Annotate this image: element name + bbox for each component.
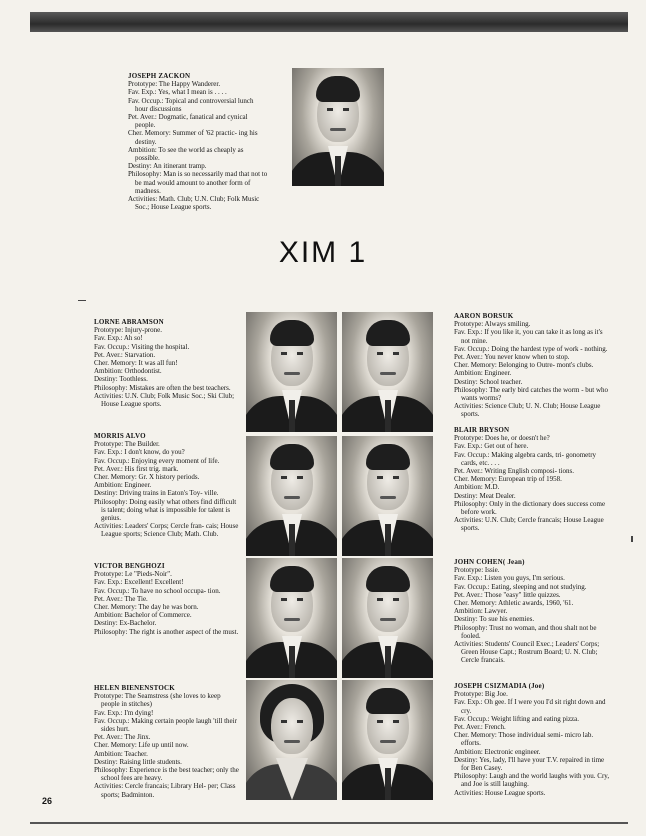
student-name: VICTOR BENGHOZI [94, 562, 165, 570]
entry-line: Philosophy: Mistakes are often the best teachers. [94, 383, 231, 392]
student-photo [292, 68, 384, 186]
entry-line: Cher. Memory: European trip of 1958. [454, 475, 562, 484]
entry-line: Pet. Aver.: You never know when to stop. [454, 353, 570, 362]
entry-line: Cher. Memory: Belonging to Outre- mont's clubs. [454, 361, 594, 370]
student-entry [454, 312, 612, 419]
page-number: 26 [42, 796, 53, 806]
entry-line: Destiny: Raising little students. [94, 757, 182, 766]
entry-line: Destiny: Meat Dealer. [454, 491, 516, 500]
student-entry [94, 562, 240, 636]
entry-line: Cher. Memory: Those individual semi- micro lab. efforts. [454, 731, 594, 748]
entry-line: Fav. Exp.: Get out of here. [454, 442, 529, 451]
entry-line: Pet. Aver.: Those "easy" little quizzes. [454, 590, 561, 599]
student-entry [94, 318, 240, 408]
entry-line: Fav. Exp.: Listen you guys, I'm serious. [454, 574, 565, 583]
student-photo [342, 680, 433, 800]
student-entry [94, 432, 240, 539]
entry-line: Destiny: Driving trains in Eaton's Toy- ville. [94, 489, 219, 498]
entry-line: Prototype: Injury-prone. [94, 326, 163, 335]
entry-line: Fav. Exp.: Yes, what I mean is . . . . [128, 88, 227, 97]
entry-line: Pet. Aver.: Dogmatic, fanatical and cynical people. [128, 113, 248, 130]
entry-line: Fav. Occup.: Enjoying every moment of life. [94, 456, 220, 465]
entry-line: Ambition: Lawyer. [454, 607, 508, 616]
margin-mark [631, 536, 633, 542]
entry-line: Destiny: School teacher. [454, 377, 523, 386]
entry-line: Fav. Exp.: Ah so! [94, 334, 143, 343]
entry-line: Destiny: Yes, lady, I'll have your T.V. repaired in time for Ben Casey. [454, 755, 605, 773]
entry-line: Prototype: The Seamstress (she loves to keep people in stitches) [94, 692, 221, 709]
entry-line: Cher. Memory: Gr. X history periods. [94, 473, 200, 482]
entry-line: Prototype: Le "Pieds-Noir". [94, 570, 172, 579]
entry-line: Philosophy: Trust no woman, and thou shalt not be fooled. [454, 623, 597, 640]
entry-line: Fav. Occup.: Topical and controversial lunch hour discussions [128, 96, 254, 113]
entry-line: Philosophy: The right is another aspect of the must. [94, 627, 239, 636]
entry-line: Prototype: Issie. [454, 566, 500, 575]
entry-line: Ambition: Bachelor of Commerce. [94, 611, 192, 620]
entry-line: Pet. Aver.: The Tie. [94, 594, 148, 603]
student-photo [246, 680, 337, 800]
margin-mark [78, 300, 86, 301]
entry-line: Ambition: Engineer. [94, 481, 152, 490]
entry-line: Activities: U.N. Club; Cercle francais; House League sports. [454, 516, 604, 533]
student-entry [454, 558, 612, 665]
entry-line: Philosophy: Laugh and the world laughs with you. Cry, and Joe is still laughing. [454, 772, 610, 789]
entry-line: Prototype: The Builder. [94, 440, 160, 449]
student-name: LORNE ABRAMSON [94, 318, 164, 326]
entry-line: Pet. Aver.: Starvation. [94, 350, 156, 359]
student-photo [246, 558, 337, 678]
entry-line: Activities: Cercle francais; Library Hel- per; Class sports; Badminton. [94, 782, 236, 799]
student-entry-featured [128, 72, 268, 211]
entry-line: Destiny: To sue his enemies. [454, 615, 535, 624]
entry-line: Fav. Occup.: Making certain people laugh 'till their sides hurt. [94, 716, 237, 734]
entry-line: Cher. Memory: Life up until now. [94, 741, 189, 750]
entry-line: Fav. Exp.: I'm dying! [94, 708, 154, 717]
entry-line: Ambition: M.D. [454, 483, 500, 492]
student-name: JOHN COHEN( Jean) [454, 558, 525, 566]
entry-line: Cher. Memory: Athletic awards, 1960, '61. [454, 599, 574, 608]
student-entry [454, 426, 612, 533]
entry-line: Destiny: An itinerant tramp. [128, 162, 207, 171]
entry-line: Pet. Aver.: The Jinx. [94, 733, 151, 742]
entry-line: Destiny: Toothless. [94, 375, 148, 384]
student-name: MORRIS ALVO [94, 432, 146, 440]
student-photo [246, 436, 337, 556]
entry-line: Activities: Leaders' Corps; Cercle fran- cais; House League sports; Science Club; Math. Club. [94, 522, 239, 539]
entry-line: Cher. Memory: It was all fun! [94, 359, 178, 368]
entry-line: Fav. Occup.: Eating, sleeping and not studying. [454, 582, 587, 591]
student-photo [342, 558, 433, 678]
entry-line: Ambition: Teacher. [94, 749, 148, 758]
entry-line: Pet. Aver.: Writing English composi- tions. [454, 467, 575, 476]
entry-line: Fav. Occup.: To have no school occupa- tion. [94, 586, 221, 595]
entry-line: Pet. Aver.: His first trig. mark. [94, 464, 179, 473]
student-photo [342, 312, 433, 432]
entry-line: Philosophy: Doing easily what others find difficult is talent; doing what is impossible for talent is genius. [94, 497, 237, 523]
page-top-border [30, 12, 628, 32]
entry-line: Activities: Math. Club; U.N. Club; Folk Music Soc.; House League sports. [128, 195, 260, 212]
student-entry [94, 684, 240, 799]
entry-line: Ambition: To see the world as cheaply as possible. [128, 145, 244, 163]
entry-line: Fav. Occup.: Doing the hardest type of work - nothing. [454, 344, 608, 353]
entry-line: Activities: House League sports. [454, 788, 546, 797]
entry-line: Fav. Exp.: Excellent! Excellent! [94, 578, 184, 587]
entry-line: Ambition: Orthodontist. [94, 367, 162, 376]
entry-line: Fav. Exp.: If you like it, you can take it as long as it's not mine. [454, 328, 603, 345]
entry-line: Philosophy: The early bird catches the worm - but who wants worms? [454, 385, 609, 403]
entry-line: Prototype: Big Joe. [454, 690, 508, 699]
section-heading: XIM 1 [278, 236, 368, 269]
page-bottom-rule [30, 822, 628, 824]
entry-line: Fav. Exp.: Oh gee. If I were you I'd sit right down and cry. [454, 698, 606, 715]
student-name: HELEN BIENENSTOCK [94, 684, 175, 692]
entry-line: Fav. Occup.: Weight lifting and eating pizza. [454, 714, 580, 723]
entry-line: Fav. Occup.: Making algebra cards, tri- gonometry cards, etc. . . . [454, 450, 597, 467]
entry-line: Ambition: Electronic engineer. [454, 747, 541, 756]
entry-line: Ambition: Engineer. [454, 369, 512, 378]
student-name: AARON BORSUK [454, 312, 514, 320]
entry-line: Cher. Memory: Summer of '62 practic- ing his destiny. [128, 129, 258, 146]
entry-line: Activities: Science Club; U. N. Club; House League sports. [454, 402, 601, 419]
entry-line: Fav. Exp.: I don't know, do you? [94, 448, 185, 457]
entry-line: Cher. Memory: The day he was born. [94, 603, 199, 612]
student-name: BLAIR BRYSON [454, 426, 510, 434]
student-name: JOSEPH CSIZMADIA (Joe) [454, 682, 545, 690]
entry-line: Destiny: Ex-Bachelor. [94, 619, 157, 628]
entry-line: Philosophy: Only in the dictionary does success come before work. [454, 499, 606, 517]
student-photo [342, 436, 433, 556]
entry-line: Prototype: The Happy Wanderer. [128, 80, 221, 89]
entry-line: Activities: U.N. Club; Folk Music Soc.; Ski Club; House League sports. [94, 391, 235, 409]
entry-line: Prototype: Always smiling. [454, 320, 531, 329]
entry-line: Fav. Occup.: Visiting the hospital. [94, 342, 190, 351]
entry-line: Philosophy: Man is so necessarily mad that not to be mad would amount to another form of madness. [128, 170, 268, 195]
entry-line: Pet. Aver.: French. [454, 723, 506, 732]
student-name: JOSEPH ZACKON [128, 72, 191, 80]
entry-line: Activities: Students' Council Exec.; Leaders' Corps; Green House Capt.; Rostrum Board; U. N. Club; Cercle francais. [454, 640, 600, 665]
student-entry [454, 682, 612, 797]
student-photo [246, 312, 337, 432]
entry-line: Prototype: Does he, or doesn't he? [454, 434, 550, 443]
entry-line: Philosophy: Experience is the best teacher; only the school fees are heavy. [94, 766, 239, 783]
